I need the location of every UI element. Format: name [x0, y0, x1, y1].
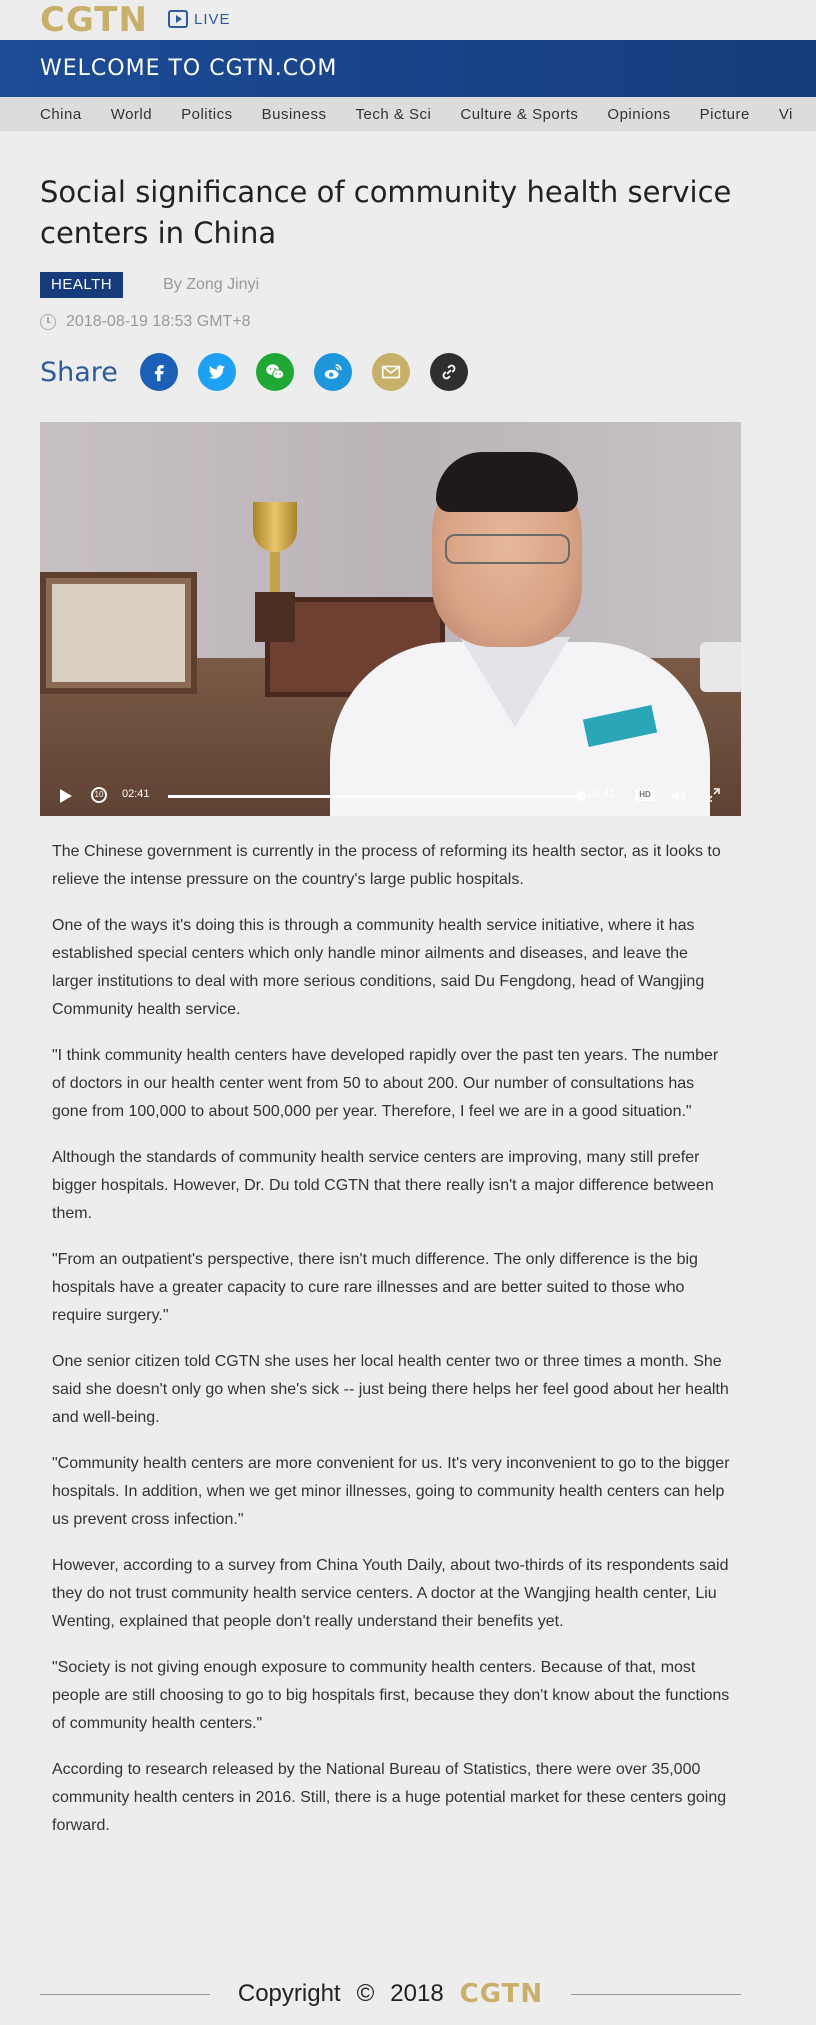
article-paragraph: According to research released by the National Bureau of Statistics, there were over 35,000 community health centers in 2016. Still, there is a huge potential market for these centers going forward.: [52, 1761, 727, 1834]
live-label: LIVE: [194, 10, 231, 28]
article-paragraph: One senior citizen told CGTN she uses her local health center two or three times a month. She said she doesn't only go when she's sick -- just being there helps her feel good about her health and well-being.: [52, 1353, 729, 1426]
video-frame-plaque: [40, 572, 197, 694]
video-player[interactable]: [40, 422, 741, 816]
article-paragraph: One of the ways it's doing this is through a community health service initiative, where it has established special centers which only handle minor ailments and diseases, and leave the larger institutions to deal with more serious conditions, said Du Fengdong, head of Wangjing Community health service.: [52, 917, 705, 1018]
video-frame-trophy: [245, 502, 305, 642]
nav-item-world[interactable]: World: [110, 105, 153, 123]
category-tag[interactable]: HEALTH: [40, 272, 123, 298]
footer-divider-right: [571, 1994, 741, 1995]
top-bar: [0, 0, 816, 40]
copyright-symbol: ©: [356, 1980, 375, 2007]
copyright-notice: [210, 1979, 571, 2009]
article-paragraph: "From an outpatient's perspective, there isn't much difference. The only difference is the big hospitals have a greater capacity to cure rare illnesses and are better suited to those who require surgery.": [52, 1251, 698, 1324]
facebook-share-button[interactable]: [140, 353, 178, 391]
copyright-year: 2018: [390, 1980, 444, 2007]
video-frame-person-hair: [436, 452, 578, 512]
article: [0, 131, 816, 1858]
article-meta: [40, 272, 816, 298]
nav-item-politics[interactable]: Politics: [181, 105, 233, 123]
email-icon: [380, 361, 402, 383]
twitter-share-button[interactable]: [198, 353, 236, 391]
nav-item-picture[interactable]: Picture: [699, 105, 750, 123]
wechat-icon: [264, 361, 286, 383]
main-nav: [0, 97, 816, 131]
publish-date-text: 2018-08-19 18:53 GMT+8: [66, 313, 251, 330]
byline: By Zong Jinyi: [163, 276, 260, 293]
copy-link-button[interactable]: [430, 353, 468, 391]
clock-icon: [40, 314, 56, 330]
total-time: 02:41: [588, 788, 616, 800]
nav-item-business[interactable]: Business: [261, 105, 327, 123]
play-icon[interactable]: [60, 789, 72, 803]
nav-item-china[interactable]: China: [40, 105, 82, 123]
fullscreen-icon[interactable]: [706, 788, 720, 802]
current-time: 02:41: [122, 788, 150, 800]
link-icon: [438, 361, 460, 383]
nav-item-tech-sci[interactable]: Tech & Sci: [355, 105, 432, 123]
article-paragraph: "Society is not giving enough exposure to community health centers. Because of that, most people are still choosing to go to big hospitals first, because they don't know about the functions of community health centers.": [52, 1659, 730, 1732]
nav-item-culture-sports[interactable]: Culture & Sports: [460, 105, 579, 123]
footer-divider-left: [40, 1994, 210, 1995]
article-paragraph: The Chinese government is currently in the process of reforming its health sector, as it looks to relieve the intense pressure on the country's large public hospitals.: [52, 843, 721, 888]
live-tv-icon: [168, 10, 188, 28]
facebook-icon: [148, 361, 170, 383]
weibo-share-button[interactable]: [314, 353, 352, 391]
publish-date: [40, 312, 816, 332]
article-title: Social significance of community health service centers in China: [40, 175, 732, 250]
article-body: [52, 838, 732, 1840]
nav-item-video[interactable]: Vi: [778, 105, 793, 123]
video-frame-person-glasses: [445, 534, 570, 564]
video-frame-phone: [700, 642, 741, 692]
progress-fill: [168, 795, 581, 798]
nav-item-opinions[interactable]: Opinions: [607, 105, 671, 123]
footer: [40, 1964, 741, 2024]
share-bar: [40, 352, 816, 392]
volume-icon[interactable]: [670, 788, 686, 804]
footer-logo[interactable]: CGTN: [459, 1979, 544, 2009]
progress-bar[interactable]: [168, 795, 581, 798]
article-paragraph: However, according to a survey from China Youth Daily, about two-thirds of its respondents said they do not trust community health service centers. A doctor at the Wangjing health center, Liu Wenting, explained that people don't really understand their benefits yet.: [52, 1557, 729, 1630]
wechat-share-button[interactable]: [256, 353, 294, 391]
weibo-icon: [322, 361, 344, 383]
cgtn-logo[interactable]: CGTN: [40, 0, 148, 40]
progress-handle[interactable]: [576, 791, 586, 801]
article-paragraph: "Community health centers are more convenient for us. It's very inconvenient to go to the bigger hospitals. In addition, when we get minor illnesses, going to community health centers can help us prevent cross infection.": [52, 1455, 730, 1528]
twitter-icon: [206, 361, 228, 383]
video-controls: [40, 776, 741, 816]
share-label: Share: [40, 356, 118, 388]
article-paragraph: "I think community health centers have developed rapidly over the past ten years. The number of doctors in our health center went from 50 to about 200. Our number of consultations has gone from 100,000 to about 500,000 per year. Therefore, I feel we are in a good situation.": [52, 1047, 719, 1120]
email-share-button[interactable]: [372, 353, 410, 391]
article-paragraph: Although the standards of community health service centers are improving, many still prefer bigger hospitals. However, Dr. Du told CGTN that there really isn't a major difference between them.: [52, 1149, 714, 1222]
welcome-banner: WELCOME TO CGTN.COM: [0, 40, 816, 97]
copyright-label: Copyright: [237, 1980, 341, 2007]
replay-10-icon[interactable]: 10: [91, 787, 107, 803]
hd-quality-button[interactable]: HD: [635, 789, 655, 801]
live-link[interactable]: [168, 10, 231, 28]
